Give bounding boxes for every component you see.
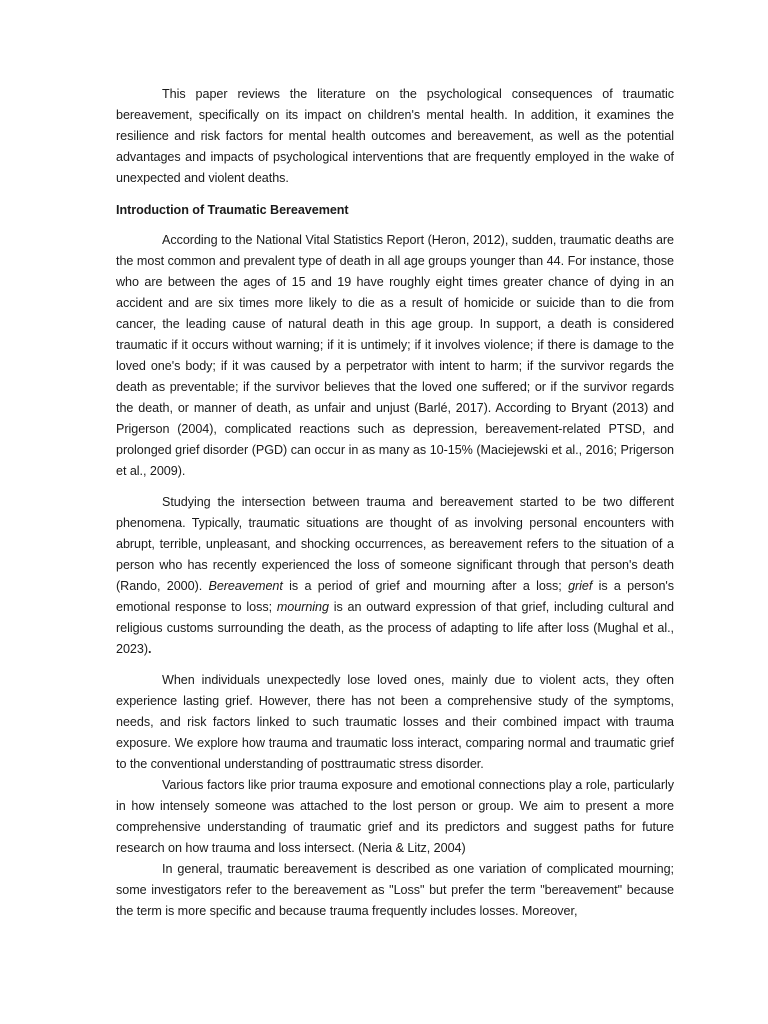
paragraph-complicated-mourning: In general, traumatic bereavement is described as one variation of complicated mourning; some investigators refer to the bereavement as "Loss" but prefer the term "bereavement" because the term is more specific and because trauma frequently includes losses. Moreover, <box>116 862 674 918</box>
definitions-text-b: is a period of grief and mourning after a loss; <box>282 579 569 593</box>
paragraph-lasting-grief: When individuals unexpectedly lose loved ones, mainly due to violent acts, they often experience lasting grief. However, there has not been a comprehensive study of the symptoms, needs, and risk factors linked to such traumatic losses and their combined impact with trauma exposure. We explore how trauma and traumatic loss interact, comparing normal and traumatic grief to the conventional understanding of posttraumatic stress disorder. <box>116 673 674 771</box>
paragraph-statistics: According to the National Vital Statistics Report (Heron, 2012), sudden, traumatic deaths are the most common and prevalent type of death in all age groups younger than 44. For instance, those who are between the ages of 15 and 19 have roughly eight times greater chance of dying in an accident and are six times more likely to die as a result of homicide or suicide than to die from cancer, the leading cause of natural death in this age group. In support, a death is considered traumatic if it occurs without warning; if it is untimely; if it involves violence; if there is damage to the loved one's body; if it was caused by a perpetrator with intent to harm; if the survivor regards the death as preventable; if the survivor believes that the loved one suffered; or if the survivor regards the death, or manner of death, as unfair and unjust (Barlé, 2017). According to Bryant (2013) and Prigerson (2004), complicated reactions such as depression, bereavement-related PTSD, and prolonged grief disorder (PGD) can occur in as many as 10-15% (Maciejewski et al., 2016; Prigerson et al., 2009). <box>116 233 674 478</box>
term-grief: grief <box>568 579 593 593</box>
term-bereavement: Bereavement <box>208 579 283 593</box>
definitions-end-period: . <box>147 642 152 656</box>
paragraph-definitions <box>116 492 674 660</box>
term-mourning: mourning <box>276 600 329 614</box>
definitions-text-c: is a person's emotional response to loss; <box>116 579 674 614</box>
paragraph-abstract: This paper reviews the literature on the psychological consequences of traumatic bereavement, specifically on its impact on children's mental health. In addition, it examines the resilience and risk factors for mental health outcomes and bereavement, as well as the potential advantages and impacts of psychological interventions that are frequently employed in the wake of unexpected and violent deaths. <box>116 87 674 185</box>
document-page <box>116 84 674 922</box>
definitions-text-a: Studying the intersection between trauma and bereavement started to be two different phenomena. Typically, traumatic situations are thought of as involving personal encounters with abrupt, terrible, unpleasant, and shocking occurrences, as bereavement refers to the situation of a person who has recently experienced the loss of someone significant through that person's death (Rando, 2000). <box>116 495 674 593</box>
paragraph-factors: Various factors like prior trauma exposure and emotional connections play a role, particularly in how intensely someone was attached to the lost person or group. We aim to present a more comprehensive understanding of traumatic grief and its predictors and suggest paths for future research on how trauma and loss intersect. (Neria & Litz, 2004) <box>116 778 674 855</box>
definitions-text-d: is an outward expression of that grief, including cultural and religious customs surrounding the death, as the process of adapting to life after loss (Mughal et al., 2023) <box>116 600 674 656</box>
section-heading: Introduction of Traumatic Bereavement <box>116 203 349 217</box>
